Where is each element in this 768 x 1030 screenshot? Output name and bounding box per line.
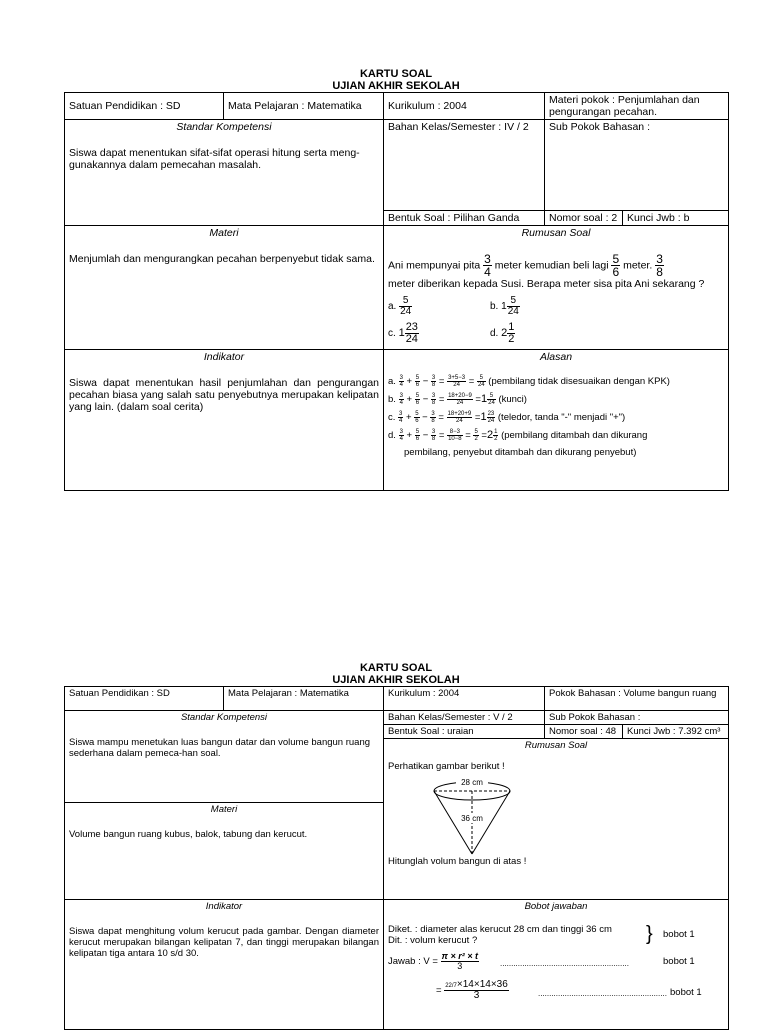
card2-materi-header: Materi xyxy=(210,804,238,815)
card2-bobot-header: Bobot jawaban xyxy=(524,901,588,912)
card1-standar-kompetensi xyxy=(65,120,384,226)
option-b: b. 1 $\frac{5}{24}$ xyxy=(490,295,519,317)
card1-table xyxy=(64,92,729,491)
card1-nomor: Nomor soal : 2 xyxy=(545,211,623,226)
card1-materi-pokok: Materi pokok : Penjumlahan dan pengurangan pecahan. xyxy=(545,93,729,120)
card2-sk-header: Standar Kompetensi xyxy=(180,712,268,723)
card1-bahan: Bahan Kelas/Semester : IV / 2 xyxy=(384,120,545,211)
option-d: d. 2 $\frac{1}{2}$ xyxy=(490,321,515,345)
card2-jawaban xyxy=(388,924,724,1010)
card2-rumusan-soal xyxy=(384,739,729,900)
cone-figure xyxy=(432,774,552,856)
alasan-list xyxy=(388,375,724,459)
height-label: 36 cm xyxy=(461,814,483,823)
kartu-soal-1 xyxy=(64,68,728,491)
frac-5-6: $\frac{5}{6}$ xyxy=(612,252,620,279)
bobot-2: bobot 1 xyxy=(663,956,695,967)
soal-part-c: meter. xyxy=(623,259,653,272)
card1-sk-header: Standar Kompetensi xyxy=(176,121,272,133)
card2-bobot-jawaban xyxy=(384,900,729,1030)
card2-sub-pokok: Sub Pokok Bahasan : xyxy=(545,711,729,725)
card1-mapel: Mata Pelajaran : Matematika xyxy=(224,93,384,120)
dit: Dit. : volum kerucut ? xyxy=(388,935,478,946)
card1-satuan: Satuan Pendidikan : SD xyxy=(65,93,224,120)
card1-kunci: Kunci Jwb : b xyxy=(623,211,729,226)
dots-1: .......................................................... xyxy=(500,959,629,968)
card2-kunci: Kunci Jwb : 7.392 cm³ xyxy=(623,725,729,739)
step2-line: = $\frac{22/7\times 14\times 14\times 36}{3}$ xyxy=(436,979,508,1001)
card1-materi-text: Menjumlah dan mengurangkan pecahan berpenyebut tidak sama. xyxy=(69,253,375,265)
card1-soal-text xyxy=(388,253,724,290)
card1-rumusan-soal xyxy=(384,226,729,350)
option-a: a. $\frac{5}{24}$ xyxy=(388,295,412,317)
card1-materi-header: Materi xyxy=(209,227,239,239)
card1-indikator xyxy=(65,350,384,491)
card2-pokok: Pokok Bahasan : Volume bangun ruang xyxy=(545,687,729,711)
card2-bahan: Bahan Kelas/Semester : V / 2 xyxy=(384,711,545,725)
card2-satuan: Satuan Pendidikan : SD xyxy=(65,687,224,711)
bobot-3: bobot 1 xyxy=(670,987,702,998)
card2-table xyxy=(64,686,729,1030)
soal-part-b: meter kemudian beli lagi xyxy=(494,259,609,272)
card1-sub-pokok: Sub Pokok Bahasan : xyxy=(545,120,729,211)
soal-part-d: meter diberikan kepada Susi. Berapa meter sisa pita Ani sekarang ? xyxy=(388,278,705,290)
diket: Diket. : diameter alas kerucut 28 cm dan tinggi 36 cm xyxy=(388,924,612,935)
card1-options xyxy=(388,292,724,348)
alasan-d-cont: pembilang, penyebut ditambah dan dikurang penyebut) xyxy=(404,447,637,459)
card2-indikator-header: Indikator xyxy=(205,901,243,912)
dots-2: .......................................................... xyxy=(538,989,667,998)
kartu-soal-2 xyxy=(64,662,728,1030)
card1-bentuk: Bentuk Soal : Pilihan Ganda xyxy=(384,211,545,226)
card2-title: KARTU SOAL xyxy=(359,662,433,674)
option-c: c. 1 $\frac{23}{24}$ xyxy=(388,321,418,345)
card2-standar-kompetensi xyxy=(65,711,384,803)
frac-3-8: $\frac{3}{8}$ xyxy=(656,252,663,279)
card2-hitunglah: Hitunglah volum bangun di atas ! xyxy=(388,856,527,867)
jawab-line: Jawab : V = $\frac{\text{π × r² × t}}{3}$ xyxy=(388,951,478,971)
card1-materi xyxy=(65,226,384,350)
card1-indikator-header: Indikator xyxy=(203,351,245,363)
card1-subtitle: UJIAN AKHIR SEKOLAH xyxy=(332,80,460,92)
bobot-1: bobot 1 xyxy=(663,929,695,940)
card2-sk-text: Siswa mampu menetukan luas bangun datar dan volume bangun ruang sederhana dalam pemeca-han soal. xyxy=(69,737,371,759)
card2-subtitle: UJIAN AKHIR SEKOLAH xyxy=(332,674,460,686)
soal-part-a: Ani mempunyai pita xyxy=(388,259,481,272)
card2-perhatikan: Perhatikan gambar berikut ! xyxy=(388,761,505,772)
card2-materi-text: Volume bangun ruang kubus, balok, tabung dan kerucut. xyxy=(69,829,308,840)
card1-alasan xyxy=(384,350,729,491)
card2-bentuk: Bentuk Soal : uraian xyxy=(384,725,545,739)
card1-rumusan-header: Rumusan Soal xyxy=(521,227,591,239)
card2-indikator xyxy=(65,900,384,1030)
card1-sk-text: Siswa dapat menentukan sifat-sifat operasi hitung serta meng-gunakannya dalam pemecahan masalah. xyxy=(69,147,360,171)
alasan-b: b. $\frac{3}{4}$ + $\frac{5}{6}$ − $\frac{3}{8}$ = $\frac{18+20-9}{24}$ =1 $\frac{5}{24}$ (kunci) xyxy=(388,393,527,407)
card2-kurikulum: Kurikulum : 2004 xyxy=(384,687,545,711)
card1-kurikulum: Kurikulum : 2004 xyxy=(384,93,545,120)
alasan-d: d. $\frac{3}{4}$ + $\frac{5}{6}$ − $\frac{3}{8}$ = $\frac{8-3}{10-8}$ = $\frac{5}{2}$ =2 $\frac{1}{2}$ (pembilang ditambah dan dikurang xyxy=(388,429,648,443)
alasan-a: a. $\frac{3}{4}$ + $\frac{5}{6}$ − $\frac{3}{8}$ = $\frac{3+5-3}{24}$ = $\frac{5}{24}$ (pembilang tidak disesuaikan dengan KPK) xyxy=(388,375,670,388)
alasan-c: c. $\frac{3}{4}$ + $\frac{5}{6}$ − $\frac{3}{8}$ = $\frac{18+20+9}{24}$ =1 $\frac{23}{24}$ (teledor, tanda "-" menjadi "+") xyxy=(388,411,626,425)
brace: } xyxy=(646,923,653,945)
card1-indikator-text: Siswa dapat menentukan hasil penjumlahan dan pengurangan pecahan biasa yang salah satu penyebutnya merupakan kelipatan yang lain. (dalam soal cerita) xyxy=(69,377,379,413)
card2-materi xyxy=(65,803,384,900)
card2-mapel: Mata Pelajaran : Matematika xyxy=(224,687,384,711)
card1-title: KARTU SOAL xyxy=(359,68,433,80)
card1-alasan-header: Alasan xyxy=(539,351,573,363)
card2-nomor: Nomor soal : 48 xyxy=(545,725,623,739)
diameter-label: 28 cm xyxy=(461,778,483,787)
card2-rumusan-header: Rumusan Soal xyxy=(524,740,588,751)
frac-3-4: $\frac{3}{4}$ xyxy=(484,252,491,279)
card2-indikator-text: Siswa dapat menghitung volum kerucut pada gambar. Dengan diameter kerucut merupakan bilangan kelipatan 7, dan tinggi merupakan bilangan kelipatan tiga antara 10 s/d 30. xyxy=(69,926,379,959)
